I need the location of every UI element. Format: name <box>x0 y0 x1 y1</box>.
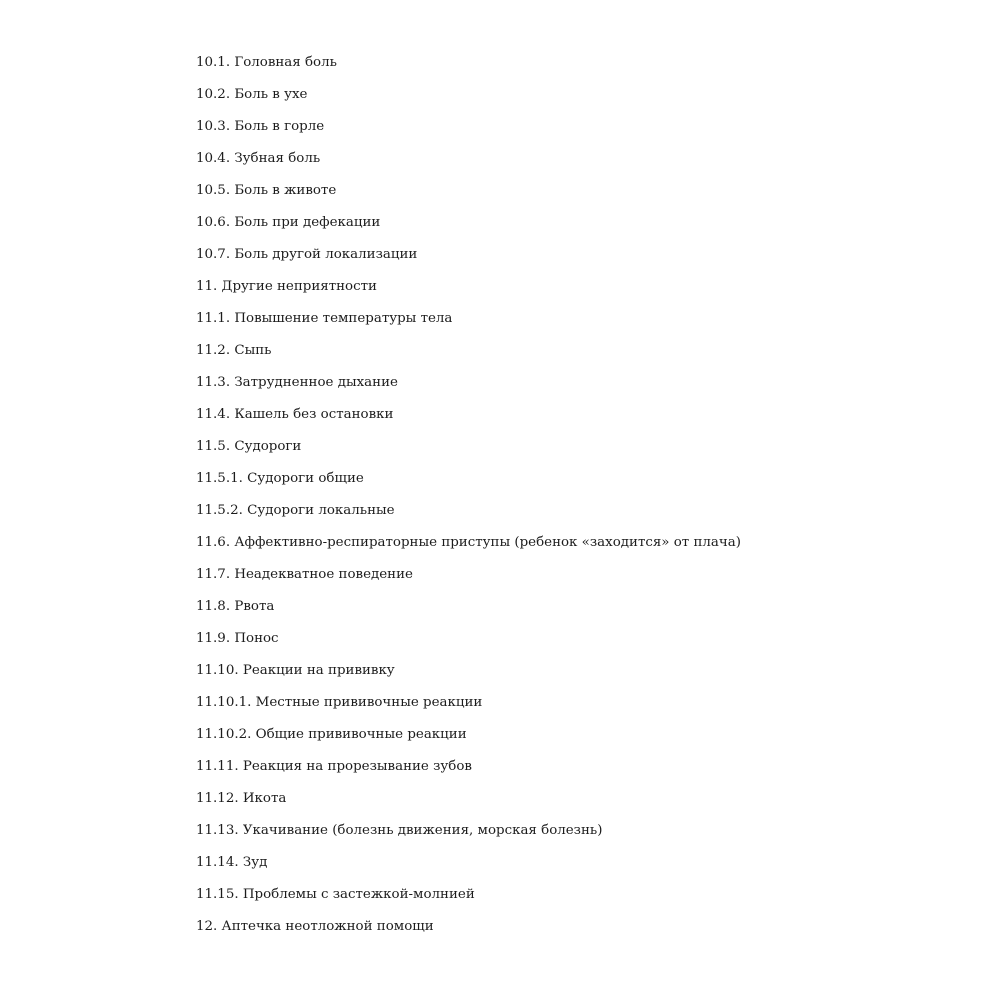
toc-item: 11.4. Кашель без остановки <box>196 407 394 422</box>
toc-item: 11.3. Затрудненное дыхание <box>196 375 398 390</box>
toc-item: 11.15. Проблемы с застежкой-молнией <box>196 887 475 902</box>
toc-item: 12. Аптечка неотложной помощи <box>196 919 434 934</box>
toc-item: 11.2. Сыпь <box>196 343 272 358</box>
toc-item: 11.10.1. Местные прививочные реакции <box>196 695 483 710</box>
toc-item: 11.9. Понос <box>196 631 279 646</box>
toc-item: 11.14. Зуд <box>196 855 268 870</box>
toc-item: 11.11. Реакция на прорезывание зубов <box>196 759 472 774</box>
toc-item: 11.12. Икота <box>196 791 287 806</box>
toc-item: 11.5. Судороги <box>196 439 302 454</box>
toc-item: 10.6. Боль при дефекации <box>196 215 381 230</box>
toc-item: 10.5. Боль в животе <box>196 183 337 198</box>
toc-item: 11. Другие неприятности <box>196 279 377 294</box>
table-of-contents <box>196 50 741 946</box>
toc-item: 11.13. Укачивание (болезнь движения, морская болезнь) <box>196 823 603 838</box>
toc-item: 11.5.2. Судороги локальные <box>196 503 395 518</box>
toc-item: 10.1. Головная боль <box>196 55 337 70</box>
toc-item: 10.4. Зубная боль <box>196 151 321 166</box>
toc-item: 11.7. Неадекватное поведение <box>196 567 413 582</box>
toc-item: 11.10. Реакции на прививку <box>196 663 395 678</box>
toc-item: 11.5.1. Судороги общие <box>196 471 364 486</box>
toc-item: 11.10.2. Общие прививочные реакции <box>196 727 467 742</box>
toc-item: 10.7. Боль другой локализации <box>196 247 418 262</box>
toc-item: 11.1. Повышение температуры тела <box>196 311 453 326</box>
toc-item: 10.3. Боль в горле <box>196 119 325 134</box>
toc-item: 11.8. Рвота <box>196 599 275 614</box>
toc-item: 11.6. Аффективно-респираторные приступы (ребенок «заходится» от плача) <box>196 535 741 550</box>
toc-item: 10.2. Боль в ухе <box>196 87 308 102</box>
